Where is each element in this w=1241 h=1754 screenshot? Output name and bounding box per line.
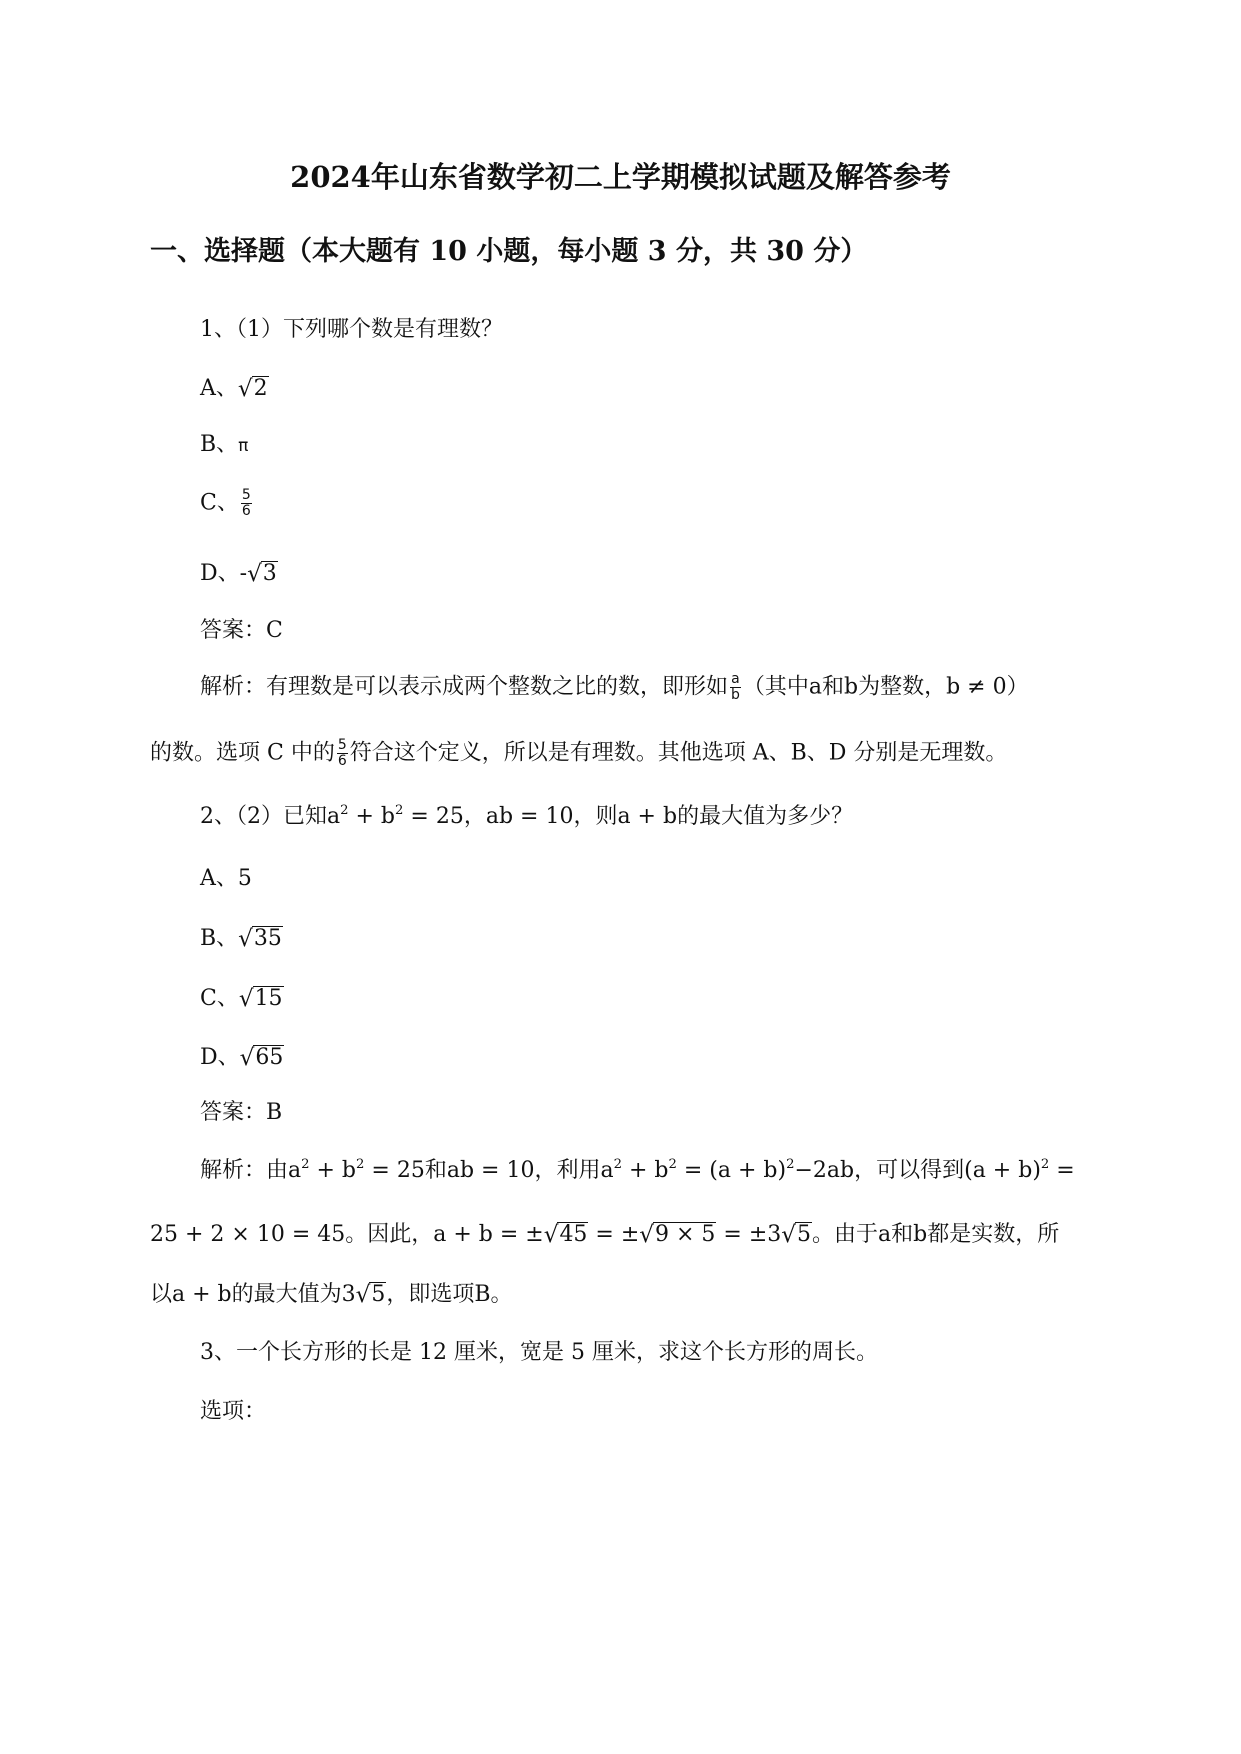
document-title: 2024年山东省数学初二上学期模拟试题及解答参考 [290, 160, 951, 194]
question-2-option-a: A、5 [200, 866, 252, 891]
question-1-text: 1、（1）下列哪个数是有理数？ [200, 317, 503, 342]
question-2-answer: 答案：B [200, 1100, 283, 1125]
question-1-option-b: B、π [200, 432, 249, 457]
question-2-analysis-line-1: 解析：由$a^2 + b^2 = 25$和ab = 10，利用$a^2 + b^2 = (a + b)^2-2ab$，可以得到$(a + b)^2$ = [200, 1156, 1075, 1183]
question-1-option-c: C、 $\frac{5}{6}$ [200, 487, 251, 519]
question-2-text: 2、（2）已知$a^2 + b^2 = 25$，ab = 10，则a + b的最大值为多少？ [200, 802, 854, 829]
question-2-option-c: C、√15 [200, 986, 283, 1012]
sqrt-expression: √3 [247, 561, 277, 587]
question-3-options-label: 选项： [200, 1399, 267, 1424]
question-2-option-b: B、√35 [200, 926, 282, 952]
question-2-analysis-line-3: 以a + b的最大值为3√5，即选项B。 [150, 1282, 513, 1308]
question-1-option-a: A、√2 [200, 376, 268, 402]
question-1-option-d: D、-√3 [200, 561, 277, 587]
fraction: $\frac{5}{6}$ [337, 737, 347, 769]
fraction: $\frac{5}{6}$ [241, 487, 251, 519]
question-1-analysis-line-1: 解析：有理数是可以表示成两个整数之比的数，即形如 $\frac{a}{b}$ （其中a和b为整数，b ≠ 0） [200, 671, 1029, 703]
sqrt-expression: √35 [238, 926, 282, 952]
sqrt-expression: √2 [237, 376, 268, 402]
question-1-analysis-line-2: 的数。选项 C 中的 $\frac{5}{6}$ 符合这个定义，所以是有理数。其他选项 A、B、D 分别是无理数。 [150, 737, 1008, 769]
sqrt-expression: √5 [355, 1282, 386, 1308]
sqrt-expression: √15 [238, 986, 283, 1012]
question-1-answer: 答案：C [200, 618, 283, 643]
section-heading: 一、选择题（本大题有 10 小题，每小题 3 分，共 30 分） [150, 236, 868, 267]
sqrt-expression: √9 × 5 [639, 1222, 716, 1248]
fraction: $\frac{a}{b}$ [731, 671, 740, 703]
sqrt-expression: √45 [543, 1222, 588, 1248]
question-2-option-d: D、√65 [200, 1045, 284, 1071]
sqrt-expression: √5 [781, 1222, 812, 1248]
question-2-analysis-line-2: 25 + 2 × 10 = 45。因此，a + b = ±√45 = ±√9 × 5 = ±3√5。由于a和b都是实数，所 [150, 1222, 1060, 1248]
sqrt-expression: √65 [239, 1045, 284, 1071]
question-3-text: 3、一个长方形的长是 12 厘米，宽是 5 厘米，求这个长方形的周长。 [200, 1340, 878, 1365]
